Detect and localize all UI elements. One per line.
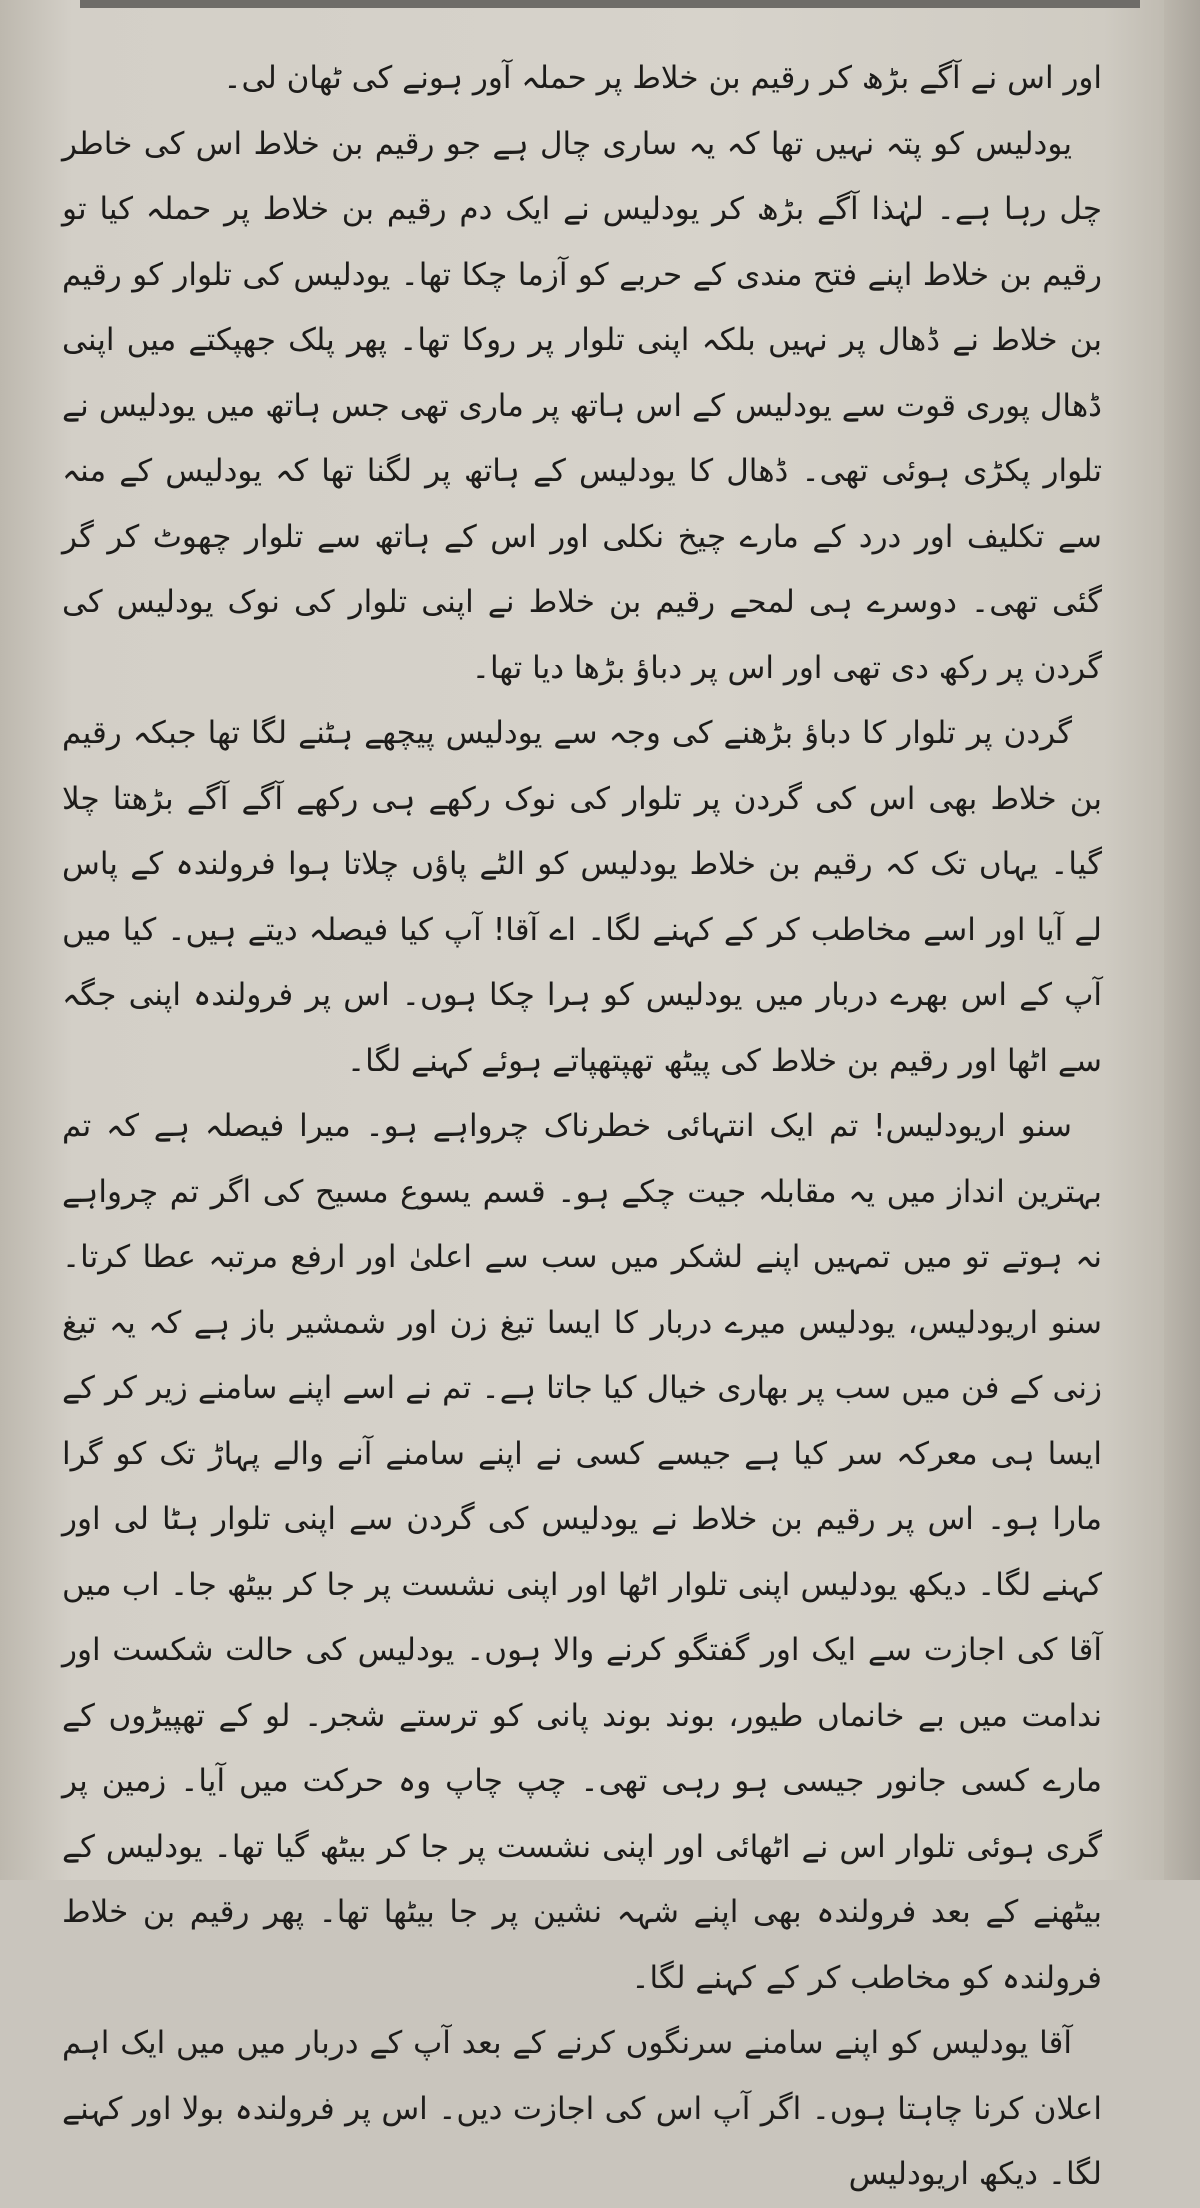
paragraph-3: گردن پر تلوار کا دباؤ بڑھنے کی وجہ سے یودلیس پیچھے ہٹنے لگا تھا جبکہ رقیم بن خلاط بھی اس کی گردن پر تلوار کی نوک رکھے ہی رکھے آگے آگے بڑھتا چلا گیا۔ یہاں تک کہ رقیم بن خلاط یودلیس کو الٹے پاؤں چلاتا ہوا فرولندہ کے پاس لے آیا اور اسے مخاطب کر کے کہنے لگا۔ اے آقا! آپ کیا فیصلہ دیتے ہیں۔ کیا میں آپ کے اس بھرے دربار میں یودلیس کو ہرا چکا ہوں۔ اس پر فرولندہ اپنی جگہ سے اٹھا اور رقیم بن خلاط کی پیٹھ تھپتھپاتے ہوئے کہنے لگا۔ [62, 715, 1102, 1079]
paragraph-2: یودلیس کو پتہ نہیں تھا کہ یہ ساری چال ہے جو رقیم بن خلاط اس کی خاطر چل رہا ہے۔ لہٰذا آگے بڑھ کر یودلیس نے ایک دم رقیم بن خلاط پر حملہ کیا تو رقیم بن خلاط اپنے فتح مندی کے حربے کو آزما چکا تھا۔ یودلیس کی تلوار کو رقیم بن خلاط نے ڈھال پر نہیں بلکہ اپنی تلوار پر روکا تھا۔ پھر پلک جھپکتے میں اپنی ڈھال پوری قوت سے یودلیس کے اس ہاتھ پر ماری تھی جس ہاتھ میں یودلیس نے تلوار پکڑی ہوئی تھی۔ ڈھال کا یودلیس کے ہاتھ پر لگنا تھا کہ یودلیس کے منہ سے تکلیف اور درد کے مارے چیخ نکلی اور اس کے ہاتھ سے تلوار چھوٹ کر گر گئی تھی۔ دوسرے ہی لمحے رقیم بن خلاط نے اپنی تلوار کی نوک یودلیس کی گردن پر رکھ دی تھی اور اس پر دباؤ بڑھا دیا تھا۔ [62, 125, 1102, 686]
page-top-shadow [80, 0, 1140, 8]
page-right-edge [1164, 0, 1200, 1880]
paragraph-1: اور اس نے آگے بڑھ کر رقیم بن خلاط پر حملہ آور ہونے کی ٹھان لی۔ [223, 60, 1102, 96]
urdu-text-body [62, 46, 1102, 2208]
paragraph-4: سنو اریودلیس! تم ایک انتہائی خطرناک چرواہے ہو۔ میرا فیصلہ ہے کہ تم بہترین انداز میں یہ مقابلہ جیت چکے ہو۔ قسم یسوع مسیح کی اگر تم چرواہے نہ ہوتے تو میں تمہیں اپنے لشکر میں سب سے اعلیٰ اور ارفع مرتبہ عطا کرتا۔ سنو اریودلیس، یودلیس میرے دربار کا ایسا تیغ زن اور شمشیر باز ہے کہ یہ تیغ زنی کے فن میں سب پر بھاری خیال کیا جاتا ہے۔ تم نے اسے اپنے سامنے زیر کر کے ایسا ہی معرکہ سر کیا ہے جیسے کسی نے اپنے سامنے آنے والے پہاڑ تک کو گرا مارا ہو۔ اس پر رقیم بن خلاط نے یودلیس کی گردن سے اپنی تلوار ہٹا لی اور کہنے لگا۔ دیکھ یودلیس اپنی تلوار اٹھا اور اپنی نشست پر جا کر بیٹھ جا۔ اب میں آقا کی اجازت سے ایک اور گفتگو کرنے والا ہوں۔ یودلیس کی حالت شکست اور ندامت میں بے خانماں طیور، بوند بوند پانی کو ترستے شجر۔ لو کے تھپیڑوں کے مارے کسی جانور جیسی ہو رہی تھی۔ چپ چاپ وہ حرکت میں آیا۔ زمین پر گری ہوئی تلوار اس نے اٹھائی اور اپنی نشست پر جا کر بیٹھ گیا تھا۔ یودلیس کے بیٹھنے کے بعد فرولندہ بھی اپنے شہہ نشین پر جا بیٹھا تھا۔ پھر رقیم بن خلاط فرولندہ کو مخاطب کر کے کہنے لگا۔ [62, 1108, 1102, 1996]
paragraph-5: آقا یودلیس کو اپنے سامنے سرنگوں کرنے کے بعد آپ کے دربار میں میں ایک اہم اعلان کرنا چاہتا ہوں۔ اگر آپ اس کی اجازت دیں۔ اس پر فرولندہ بولا اور کہنے لگا۔ دیکھ اریودلیس [62, 2025, 1102, 2192]
